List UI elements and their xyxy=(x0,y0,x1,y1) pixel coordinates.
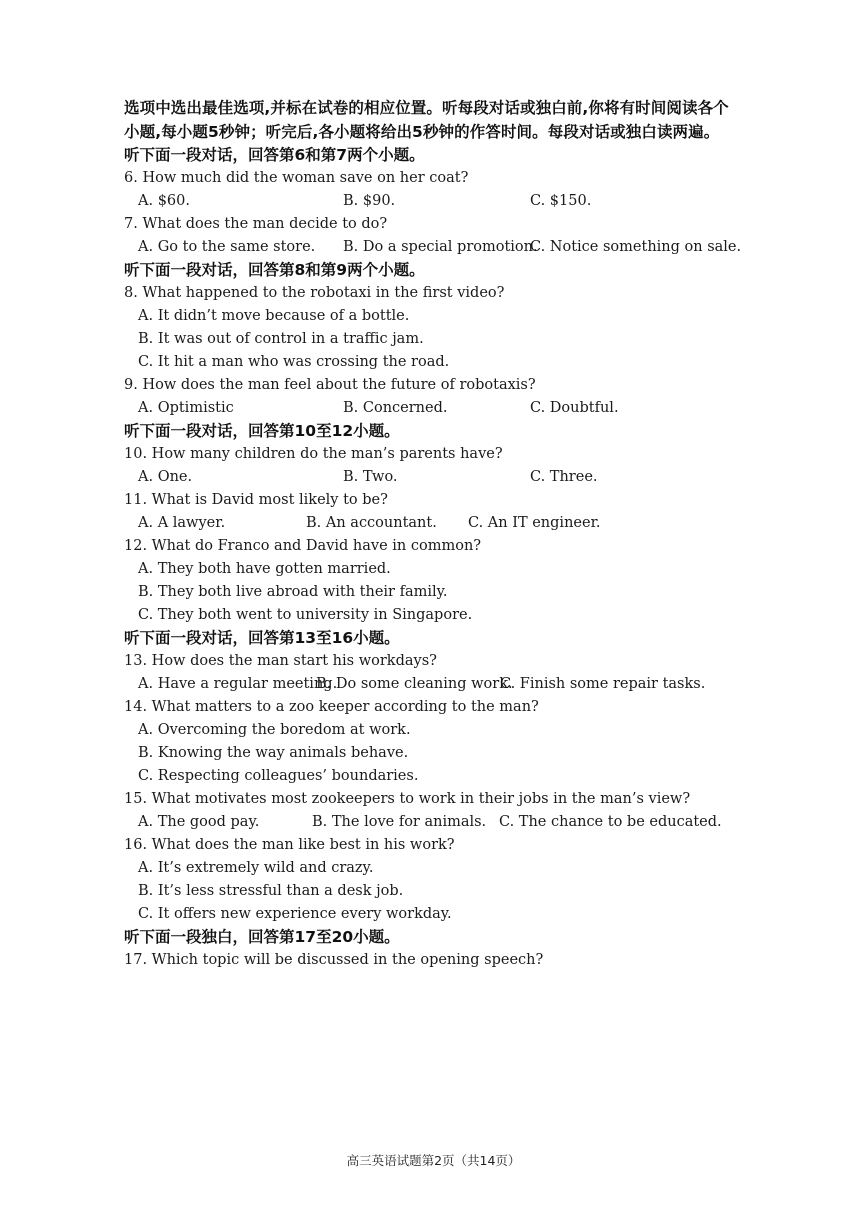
option-a: A. Have a regular meeting. xyxy=(138,676,338,692)
question-11: 11. What is David most likely to be? xyxy=(124,492,388,508)
section-heading: 听下面一段对话，回答第6和第7两个小题。 xyxy=(124,146,425,164)
question-6: 6. How much did the woman save on her coat? xyxy=(124,170,469,186)
question-9: 9. How does the man feel about the future of robotaxis? xyxy=(124,377,536,393)
option-a: A. It’s extremely wild and crazy. xyxy=(138,860,374,876)
option-c: C. It offers new experience every workday. xyxy=(138,906,452,922)
option-c: C. They both went to university in Singapore. xyxy=(138,607,473,623)
question-6-options xyxy=(124,190,744,213)
option-b: B. An accountant. xyxy=(306,515,437,531)
option-c: C. Respecting colleagues’ boundaries. xyxy=(138,768,419,784)
question-9-options xyxy=(124,397,744,420)
option-c: C. Notice something on sale. xyxy=(530,239,742,255)
option-c: C. $150. xyxy=(530,193,592,209)
option-c: C. Finish some repair tasks. xyxy=(500,676,706,692)
page-content xyxy=(124,96,744,972)
instructions xyxy=(124,96,744,144)
option-a: A. A lawyer. xyxy=(138,515,226,531)
option-b: B. It’s less stressful than a desk job. xyxy=(138,883,404,899)
instructions-line-1: 选项中选出最佳选项,并标在试卷的相应位置。听每段对话或独白前,你将有时间阅读各个 xyxy=(124,99,729,117)
option-a: A. It didn’t move because of a bottle. xyxy=(138,308,410,324)
section-heading: 听下面一段对话，回答第10至12小题。 xyxy=(124,422,400,440)
section-heading: 听下面一段独白，回答第17至20小题。 xyxy=(124,928,400,946)
question-13: 13. How does the man start his workdays? xyxy=(124,653,437,669)
option-a: A. Go to the same store. xyxy=(138,239,316,255)
question-12: 12. What do Franco and David have in common? xyxy=(124,538,482,554)
option-c: C. Three. xyxy=(530,469,598,485)
question-17: 17. Which topic will be discussed in the opening speech? xyxy=(124,952,544,968)
option-c: C. The chance to be educated. xyxy=(499,814,722,830)
option-a: A. Overcoming the boredom at work. xyxy=(138,722,411,738)
option-c: C. An IT engineer. xyxy=(468,515,601,531)
option-b: B. It was out of control in a traffic jam. xyxy=(138,331,424,347)
option-b: B. Concerned. xyxy=(343,400,448,416)
instructions-line-2: 小题,每小题5秒钟；听完后,各小题将给出5秒钟的作答时间。每段对话或独白读两遍。 xyxy=(124,123,720,141)
option-c: C. Doubtful. xyxy=(530,400,619,416)
question-14: 14. What matters to a zoo keeper according to the man? xyxy=(124,699,539,715)
section-heading: 听下面一段对话，回答第13至16小题。 xyxy=(124,629,400,647)
question-10-options xyxy=(124,466,744,489)
question-13-options xyxy=(124,673,744,696)
question-16: 16. What does the man like best in his work? xyxy=(124,837,455,853)
question-7-options xyxy=(124,236,744,259)
option-b: B. Do some cleaning work. xyxy=(316,676,513,692)
question-8: 8. What happened to the robotaxi in the first video? xyxy=(124,285,505,301)
option-a: A. $60. xyxy=(138,193,190,209)
question-11-options xyxy=(124,512,744,535)
option-b: B. Two. xyxy=(343,469,398,485)
option-a: A. Optimistic xyxy=(138,400,234,416)
option-b: B. They both live abroad with their family. xyxy=(138,584,448,600)
section-heading: 听下面一段对话，回答第8和第9两个小题。 xyxy=(124,261,425,279)
option-b: B. Do a special promotion. xyxy=(343,239,538,255)
option-a: A. One. xyxy=(138,469,193,485)
question-7: 7. What does the man decide to do? xyxy=(124,216,388,232)
option-a: A. They both have gotten married. xyxy=(138,561,391,577)
question-15-options xyxy=(124,811,744,834)
option-b: B. Knowing the way animals behave. xyxy=(138,745,409,761)
question-15: 15. What motivates most zookeepers to work in their jobs in the man’s view? xyxy=(124,791,691,807)
option-c: C. It hit a man who was crossing the road. xyxy=(138,354,450,370)
option-a: A. The good pay. xyxy=(138,814,260,830)
option-b: B. The love for animals. xyxy=(312,814,487,830)
question-10: 10. How many children do the man’s parents have? xyxy=(124,446,503,462)
page-footer: 高三英语试题第2页（共14页） xyxy=(346,1153,521,1168)
option-b: B. $90. xyxy=(343,193,396,209)
